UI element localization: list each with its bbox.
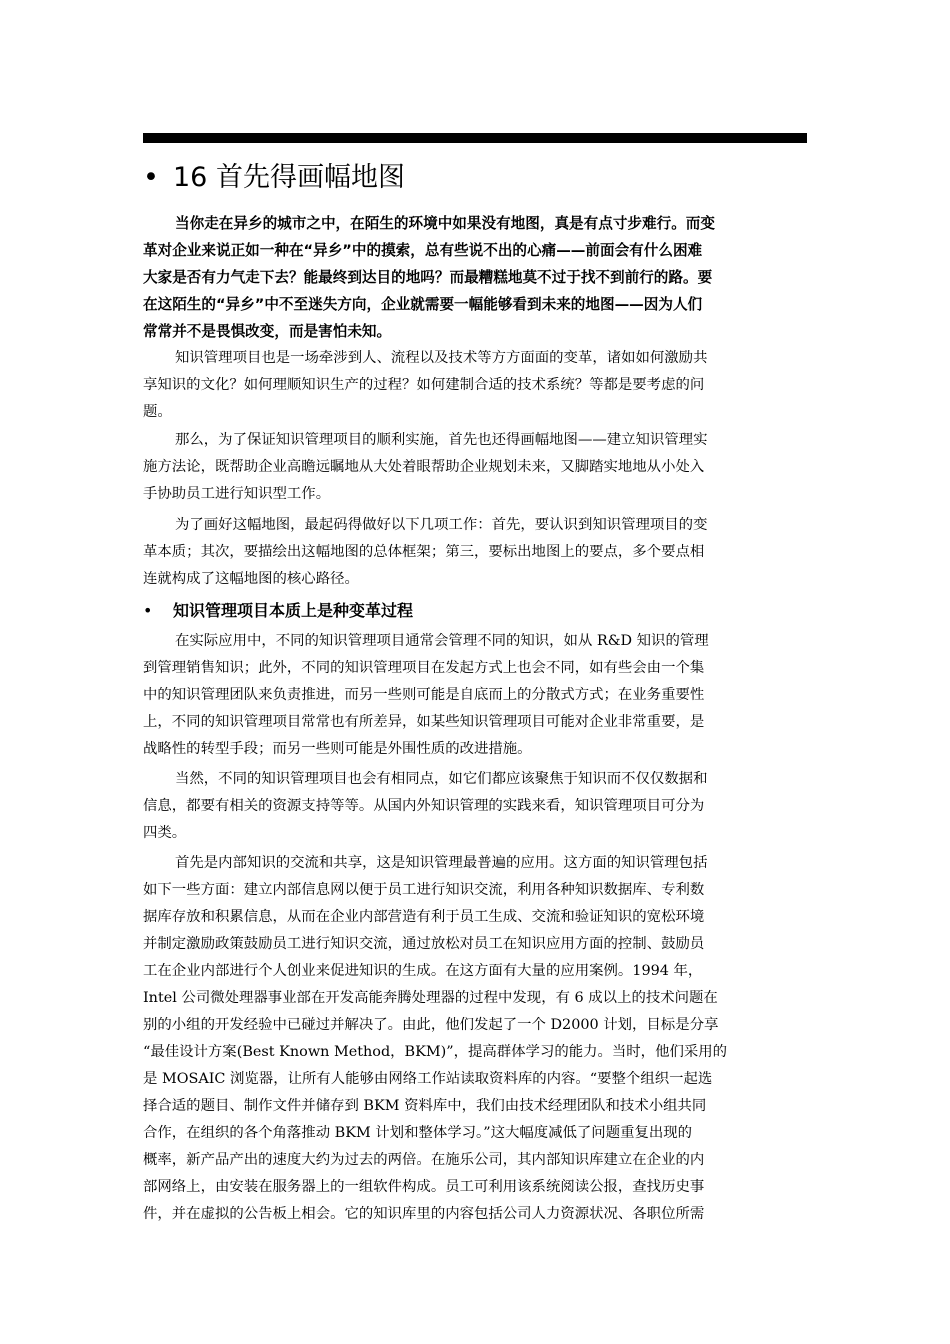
- text-line: 施方法论，既帮助企业高瞻远瞩地从大处着眼帮助企业规划未来，又脚踏实地地从小处入: [143, 459, 705, 475]
- text-line: 那么，为了保证知识管理项目的顺利实施，首先也还得画幅地图——建立知识管理实: [175, 432, 708, 448]
- text-line: 当然，不同的知识管理项目也会有相同点，如它们都应该聚焦于知识而不仅仅数据和: [175, 771, 708, 787]
- text-line: 如下一些方面：建立内部信息网以便于员工进行知识交流，利用各种知识数据库、专利数: [143, 882, 705, 898]
- text-line: 手协助员工进行知识型工作。: [143, 486, 331, 502]
- text-line: 享知识的文化？如何理顺知识生产的过程？如何建制合适的技术系统？等都是要考虑的问: [143, 377, 705, 393]
- text-line: 知识管理项目也是一场牵涉到人、流程以及技术等方方面面的变革，诸如如何激励共: [175, 350, 708, 366]
- paragraph-3: [143, 512, 811, 593]
- text-line: Intel 公司微处理器事业部在开发高能奔腾处理器的过程中发现，有 6 成以上的技术问题在: [143, 990, 718, 1006]
- text-line: 在这陌生的“异乡”中不至迷失方向，企业就需要一幅能够看到未来的地图——因为人们: [143, 296, 703, 313]
- paragraph-2: [143, 427, 811, 508]
- paragraph-5: [143, 766, 811, 847]
- title-text: 16 首先得画幅地图: [173, 162, 405, 193]
- text-line: 题。: [143, 404, 172, 420]
- text-line: 中的知识管理团队来负责推进，而另一些则可能是自底而上的分散式方式；在业务重要性: [143, 687, 705, 703]
- text-line: 部网络上，由安装在服务器上的一组软件构成。员工可利用该系统阅读公报，查找历史事: [143, 1179, 705, 1195]
- top-rule: [143, 133, 807, 143]
- paragraph-6: [143, 850, 811, 1228]
- text-line: 在实际应用中，不同的知识管理项目通常会管理不同的知识，如从 R&D 知识的管理: [175, 633, 709, 649]
- paragraph-1: [143, 345, 811, 426]
- text-line: 革本质；其次，要描绘出这幅地图的总体框架；第三，要标出地图上的要点，多个要点相: [143, 544, 705, 560]
- lead-paragraph: [143, 210, 811, 345]
- text-line: 别的小组的开发经验中已碰过并解决了。由此，他们发起了一个 D2000 计划，目标是分享: [143, 1017, 719, 1033]
- section-heading-text: 知识管理项目本质上是种变革过程: [173, 601, 414, 620]
- text-line: 常常并不是畏惧改变，而是害怕未知。: [143, 323, 392, 340]
- text-line: 择合适的题目、制作文件并储存到 BKM 资料库中，我们由技术经理团队和技术小组共同: [143, 1098, 707, 1114]
- paragraph-4: [143, 628, 811, 763]
- section-bullet: •: [143, 601, 153, 620]
- text-line: 大家是否有力气走下去？能最终到达目的地吗？而最糟糕地莫不过于找不到前行的路。要: [143, 269, 713, 286]
- text-line: 据库存放和积累信息，从而在企业内部营造有利于员工生成、交流和验证知识的宽松环境: [143, 909, 705, 925]
- text-line: 信息，都要有相关的资源支持等等。从国内外知识管理的实践来看，知识管理项目可分为: [143, 798, 705, 814]
- text-line: 战略性的转型手段；而另一些则可能是外围性质的改进措施。: [143, 741, 532, 757]
- section-heading: [143, 596, 807, 626]
- chapter-title: [143, 156, 807, 200]
- text-line: 概率，新产品产出的速度大约为过去的两倍。在施乐公司，其内部知识库建立在企业的内: [143, 1152, 705, 1168]
- title-bullet: •: [143, 162, 159, 193]
- text-line: 连就构成了这幅地图的核心路径。: [143, 571, 359, 587]
- text-line: 当你走在异乡的城市之中，在陌生的环境中如果没有地图，真是有点寸步难行。而变: [175, 215, 715, 232]
- text-line: 工在企业内部进行个人创业来促进知识的生成。在这方面有大量的应用案例。1994 年，: [143, 963, 703, 979]
- text-line: 上，不同的知识管理项目常常也有所差异，如某些知识管理项目可能对企业非常重要，是: [143, 714, 705, 730]
- text-line: 革对企业来说正如一种在“异乡”中的摸索，总有些说不出的心痛——前面会有什么困难: [143, 242, 703, 259]
- text-line: 为了画好这幅地图，最起码得做好以下几项工作：首先，要认识到知识管理项目的变: [175, 517, 708, 533]
- text-line: 并制定激励政策鼓励员工进行知识交流，通过放松对员工在知识应用方面的控制、鼓励员: [143, 936, 705, 952]
- text-line: 是 MOSAIC 浏览器，让所有人能够由网络工作站读取资料库的内容。“要整个组织一起选: [143, 1071, 713, 1087]
- text-line: 首先是内部知识的交流和共享，这是知识管理最普遍的应用。这方面的知识管理包括: [175, 855, 708, 871]
- text-line: 件，并在虚拟的公告板上相会。它的知识库里的内容包括公司人力资源状况、各职位所需: [143, 1206, 705, 1222]
- text-line: 到管理销售知识；此外，不同的知识管理项目在发起方式上也会不同，如有些会由一个集: [143, 660, 705, 676]
- text-line: 四类。: [143, 825, 187, 841]
- text-line: “最佳设计方案(Best Known Method，BKM)”，提高群体学习的能力。当时，他们采用的: [143, 1044, 728, 1060]
- text-line: 合作，在组织的各个角落推动 BKM 计划和整体学习。”这大幅度减低了问题重复出现的: [143, 1125, 693, 1141]
